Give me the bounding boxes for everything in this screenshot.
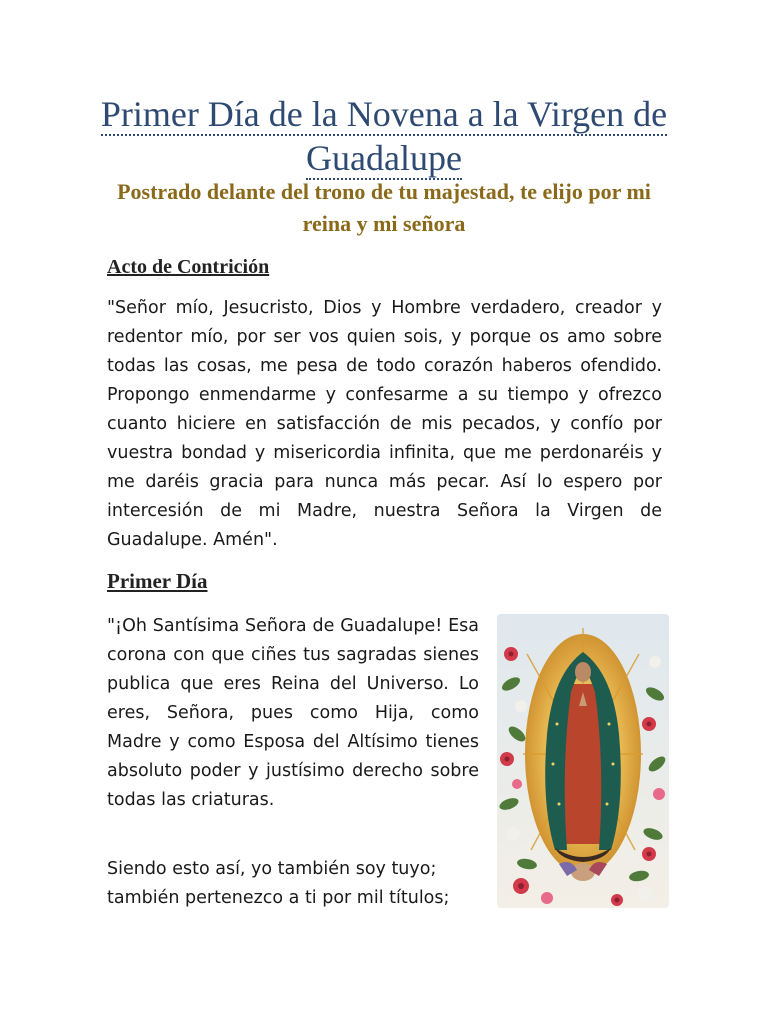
virgin-of-guadalupe-illustration [497, 614, 669, 908]
page-title [92, 92, 676, 180]
virgin-of-guadalupe-image [497, 614, 669, 908]
section-heading-acto-de-contricion: Acto de Contrición [107, 256, 270, 278]
paragraph-primer-dia: "¡Oh Santísima Señora de Guadalupe! Esa corona con que ciñes tus sagradas sienes publica que eres Reina del Universo. Lo eres, Señora, pues como Hija, como Madre y como Esposa del Altísimo tienes absoluto poder y justísimo derecho sobre todas las criaturas. [107, 616, 479, 810]
page-title-text: Primer Día de la Novena a la Virgen de Guadalupe [100, 94, 668, 178]
paragraph-siendo-esto-asi: Siendo esto así, yo también soy tuyo; también pertenezco a ti por mil títulos; [107, 859, 450, 908]
page-subtitle: Postrado delante del trono de tu majestad, te elijo por mi reina y mi señora [117, 179, 651, 236]
paragraph-acto-de-contricion: "Señor mío, Jesucristo, Dios y Hombre verdadero, creador y redentor mío, por ser vos quien sois, y porque os amo sobre todas las cosas, me pesa de todo corazón haberos ofendido. Propongo enmendarme y confesarme a su tiempo y ofrezco cuanto hiciere en satisfacción de mis pecados, y confío por vuestra bondad y misericordia infinita, que me perdonaréis y me daréis gracia para nunca más pecar. Así lo espero por intercesión de mi Madre, nuestra Señora la Virgen de Guadalupe. Amén". [107, 298, 662, 550]
section-heading-primer-dia: Primer Día [107, 569, 208, 593]
